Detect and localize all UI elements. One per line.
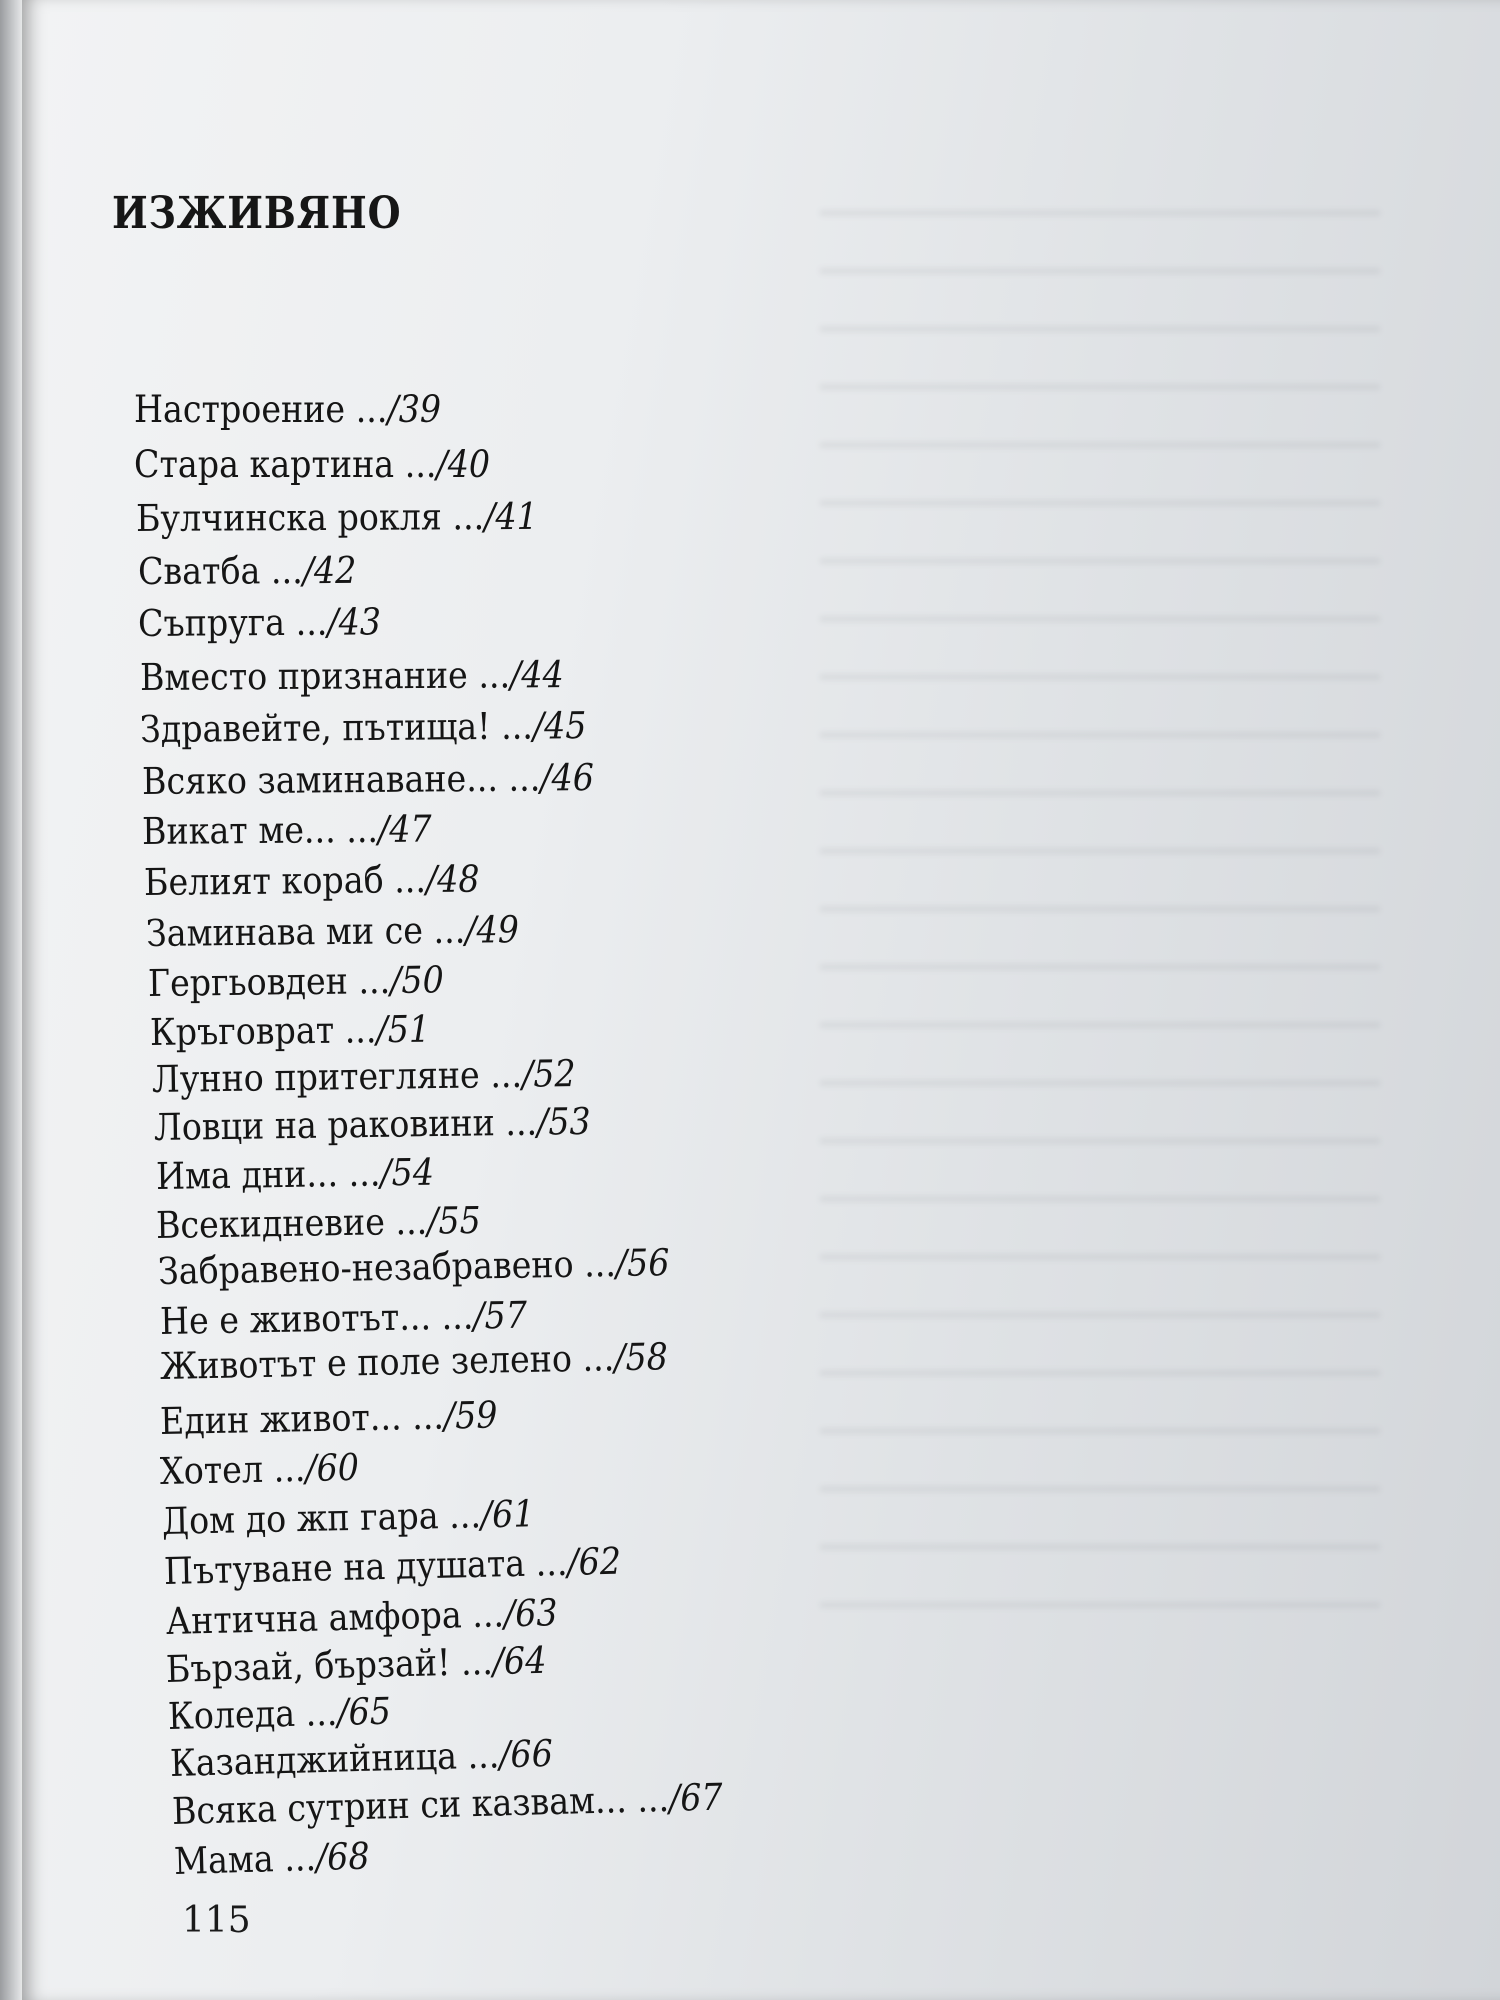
entry-page-number: /51 bbox=[376, 1007, 431, 1052]
toc-entry bbox=[160, 1294, 528, 1343]
toc-entry bbox=[134, 443, 490, 486]
entry-title: Кръговрат ... bbox=[149, 1008, 377, 1054]
toc-entry bbox=[146, 908, 519, 955]
entry-title: Вместо признание ... bbox=[139, 653, 511, 699]
entry-page-number: /66 bbox=[498, 1731, 554, 1777]
entry-title: Булчинска рокля ... bbox=[135, 495, 485, 540]
toc-entry bbox=[136, 495, 538, 540]
entry-title: Дом до жп гара ... bbox=[161, 1493, 482, 1543]
entry-title: Ловци на раковини ... bbox=[153, 1100, 538, 1149]
entry-page-number: /67 bbox=[668, 1775, 724, 1820]
toc-entry bbox=[148, 958, 444, 1005]
toc-entry bbox=[167, 1690, 391, 1738]
entry-page-number: /60 bbox=[304, 1445, 360, 1490]
toc-entry bbox=[162, 1492, 535, 1543]
entry-page-number: /57 bbox=[472, 1293, 528, 1338]
show-through-text bbox=[820, 180, 1380, 1630]
entry-title: Викат ме... ... bbox=[141, 807, 379, 853]
entry-page-number: /43 bbox=[327, 600, 382, 644]
toc-entry bbox=[158, 1241, 670, 1293]
entry-title: Всяка сутрин си казвам... ... bbox=[171, 1776, 670, 1833]
entry-title: Коледа ... bbox=[167, 1690, 338, 1738]
entry-page-number: /65 bbox=[336, 1689, 392, 1734]
entry-title: Забравено-незабравено ... bbox=[157, 1242, 617, 1293]
toc-entry bbox=[156, 1199, 481, 1247]
entry-title: Сватба ... bbox=[137, 549, 303, 593]
toc-entry bbox=[142, 756, 594, 803]
entry-page-number: /63 bbox=[503, 1591, 559, 1636]
entry-title: Животът е поле зелено ... bbox=[159, 1336, 615, 1388]
entry-page-number: /53 bbox=[536, 1099, 591, 1144]
entry-page-number: /62 bbox=[566, 1539, 622, 1584]
entry-title: Лунно притегляне ... bbox=[151, 1052, 523, 1101]
toc-entry bbox=[150, 1008, 431, 1054]
section-title: ИЗЖИВЯНО bbox=[112, 188, 402, 239]
toc-entry bbox=[173, 1835, 370, 1883]
entry-title: Всяко заминаване... ... bbox=[141, 756, 541, 803]
entry-title: Пътуване на душата ... bbox=[163, 1540, 568, 1593]
entry-page-number: /68 bbox=[315, 1834, 371, 1880]
entry-page-number: /48 bbox=[425, 857, 480, 902]
entry-page-number: /44 bbox=[509, 653, 564, 697]
toc-entry bbox=[140, 653, 564, 699]
entry-title: Има дни... ... bbox=[155, 1151, 381, 1198]
entry-title: Мама ... bbox=[173, 1836, 317, 1883]
entry-title: Здравейте, пътища! ... bbox=[139, 704, 534, 751]
entry-title: Стара картина ... bbox=[134, 443, 437, 486]
entry-title: Съпруга ... bbox=[137, 600, 328, 645]
entry-title: Един живот... ... bbox=[159, 1394, 445, 1443]
page-number: 115 bbox=[182, 1900, 251, 1941]
book-gutter-edge bbox=[0, 0, 22, 2000]
entry-title: Не е животът... ... bbox=[159, 1294, 474, 1343]
entry-page-number: /64 bbox=[492, 1638, 547, 1684]
entry-page-number: /41 bbox=[484, 494, 538, 539]
entry-page-number: /45 bbox=[532, 704, 587, 748]
toc-entry bbox=[154, 1100, 591, 1149]
toc-entry bbox=[138, 549, 357, 593]
entry-page-number: /55 bbox=[426, 1198, 482, 1243]
entry-page-number: /40 bbox=[436, 443, 491, 486]
entry-title: Казанджийница ... bbox=[169, 1733, 500, 1785]
toc-entry bbox=[142, 807, 432, 853]
entry-title: Хотел ... bbox=[159, 1446, 306, 1493]
toc-entry bbox=[138, 600, 381, 645]
entry-title: Бързай, бързай! ... bbox=[165, 1640, 494, 1691]
entry-page-number: /50 bbox=[389, 958, 445, 1003]
toc-entry bbox=[160, 1446, 360, 1493]
toc-entry bbox=[156, 1151, 435, 1198]
entry-page-number: /39 bbox=[387, 388, 442, 431]
entry-page-number: /46 bbox=[540, 756, 595, 800]
toc-entry bbox=[140, 704, 587, 751]
toc-entry bbox=[144, 857, 480, 904]
entry-page-number: /52 bbox=[521, 1052, 576, 1096]
entry-title: Всекидневие ... bbox=[155, 1199, 428, 1247]
entry-page-number: /54 bbox=[380, 1150, 435, 1195]
toc-entry bbox=[152, 1052, 576, 1101]
entry-title: Настроение ... bbox=[134, 388, 388, 431]
entry-page-number: /58 bbox=[613, 1335, 669, 1380]
toc-entry bbox=[134, 388, 441, 431]
entry-title: Антична амфора ... bbox=[165, 1592, 505, 1643]
entry-title: Заминава ми се ... bbox=[145, 908, 466, 955]
toc-entry bbox=[160, 1394, 498, 1443]
entry-page-number: /61 bbox=[480, 1492, 535, 1537]
entry-page-number: /56 bbox=[615, 1241, 670, 1286]
toc-entry bbox=[166, 1591, 559, 1643]
entry-page-number: /47 bbox=[377, 807, 432, 851]
entry-page-number: /59 bbox=[443, 1393, 498, 1438]
entry-title: Гергьовден ... bbox=[147, 959, 391, 1005]
entry-page-number: /49 bbox=[465, 908, 520, 952]
entry-page-number: /42 bbox=[302, 548, 357, 593]
entry-title: Белият кораб ... bbox=[143, 858, 427, 904]
